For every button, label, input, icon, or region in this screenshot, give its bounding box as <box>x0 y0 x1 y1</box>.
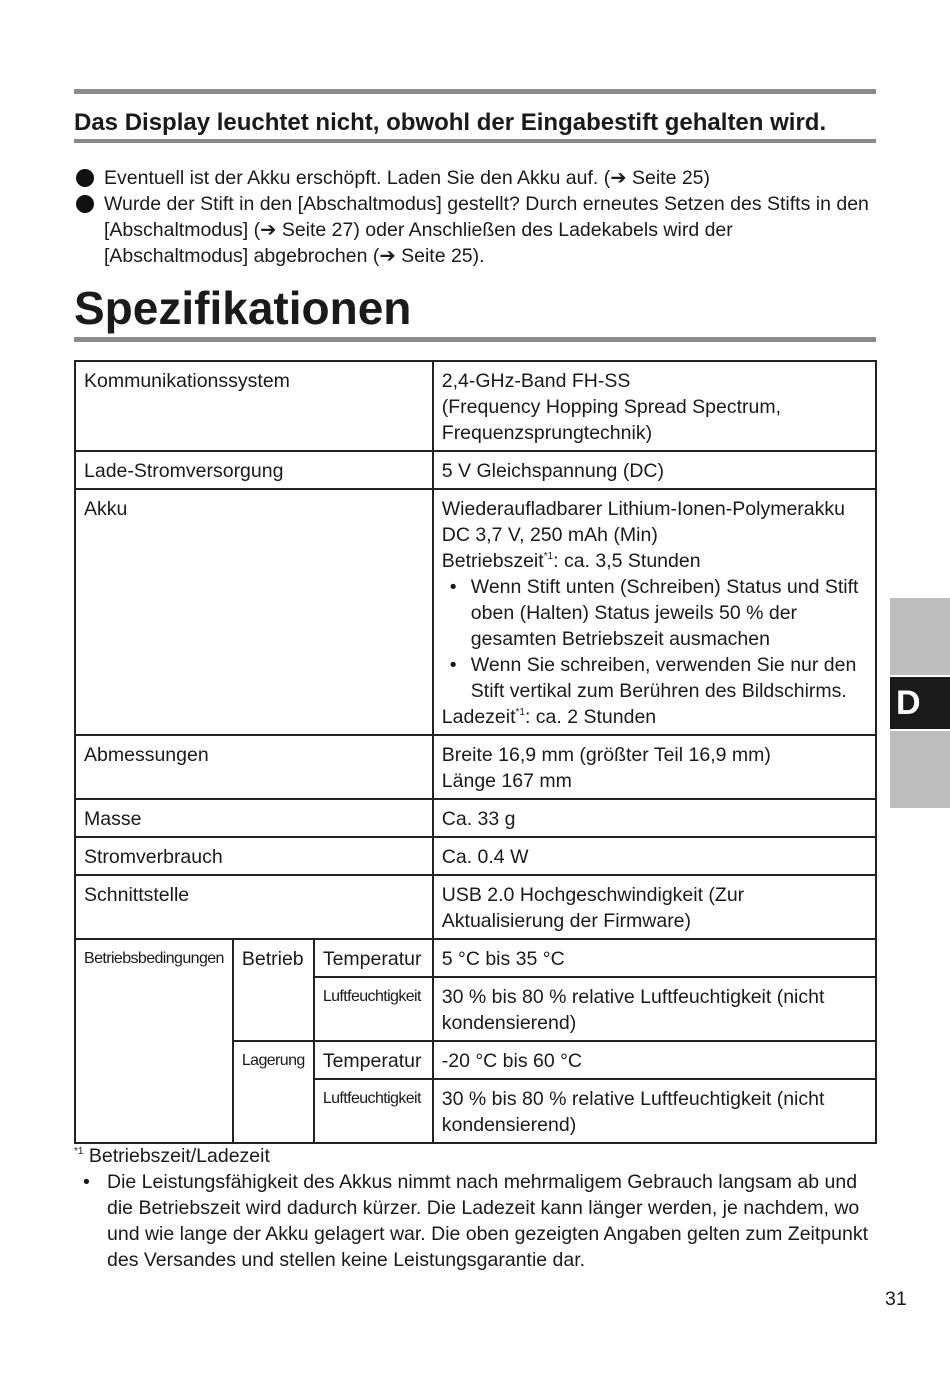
spec-value: Ca. 33 g <box>433 799 876 837</box>
bullet-text: Wurde der Stift in den [Abschaltmodus] gestellt? Durch erneutes Setzen des Stifts in den [Abschaltmodus] (➔ Seite 27) oder Anschließen des Ladekabels wird der [Abschaltmodus] abgebrochen (➔ Seite 25). <box>104 193 869 267</box>
side-tab-upper <box>890 598 950 675</box>
table-row <box>75 799 876 837</box>
spec-value: 5 V Gleichspannung (DC) <box>433 451 876 489</box>
bullet-icon: • <box>449 654 457 676</box>
side-tab-lower <box>890 731 950 808</box>
table-row <box>75 875 876 939</box>
bullet-item <box>74 165 876 191</box>
spec-label: Akku <box>75 489 433 735</box>
spec-label: Stromverbrauch <box>75 837 433 875</box>
spec-value <box>433 361 876 451</box>
spec-table <box>74 360 877 1144</box>
bullet-dot-icon <box>76 195 94 213</box>
table-row <box>75 489 876 735</box>
bullet-list <box>74 165 876 269</box>
sub-bullet-text: Wenn Sie schreiben, verwenden Sie nur den Stift vertikal zum Berühren des Bildschirms. <box>470 654 857 702</box>
temperatur-label: Temperatur <box>314 939 433 977</box>
spec-label: Schnittstelle <box>75 875 433 939</box>
ladezeit-line <box>442 704 867 730</box>
table-row <box>75 939 876 977</box>
spec-label: Masse <box>75 799 433 837</box>
spec-value: -20 °C bis 60 °C <box>433 1041 876 1079</box>
bullet-text: Eventuell ist der Akku erschöpft. Laden Sie den Akku auf. (➔ Seite 25) <box>104 167 711 189</box>
betriebszeit-value: : ca. 3,5 Stunden <box>553 550 701 572</box>
sub-bullet-text: Wenn Stift unten (Schreiben) Status und Stift oben (Halten) Status jeweils 50 % der gesamten Betriebszeit ausmachen <box>470 576 859 650</box>
betriebszeit-label: Betriebszeit <box>441 550 544 572</box>
table-row <box>75 735 876 799</box>
footnote-text: Die Leistungsfähigkeit des Akkus nimmt nach mehrmaligem Gebrauch langsam ab und die Betriebszeit wird dadurch kürzer. Die Ladezeit kann länger werden, je nachdem, wo und wie lange der Akku gelagert war. Die oben gezeigten Angaben gelten zum Zeitpunkt des Versandes und stellen keine Leistungsgarantie dar. <box>107 1171 869 1271</box>
feuchte-label: Luftfeuchtigkeit <box>314 1079 433 1143</box>
table-row <box>75 837 876 875</box>
value-line: (Frequency Hopping Spread Spectrum, <box>441 396 782 418</box>
value-line: Länge 167 mm <box>441 770 572 792</box>
spec-value <box>433 735 876 799</box>
footnote-title: Betriebszeit/Ladezeit <box>88 1145 270 1167</box>
lagerung-label: Lagerung <box>233 1041 314 1143</box>
spec-value: 30 % bis 80 % relative Luftfeuchtigkeit (nicht kondensierend) <box>433 977 876 1041</box>
page-number: 31 <box>885 1288 907 1310</box>
ladezeit-label: Ladezeit <box>441 706 516 728</box>
spec-value: USB 2.0 Hochgeschwindigkeit (Zur Aktualisierung der Firmware) <box>433 875 876 939</box>
conditions-label: Betriebsbedingungen <box>75 939 233 1143</box>
temperatur-label: Temperatur <box>314 1041 433 1079</box>
section-heading: Das Display leuchtet nicht, obwohl der Eingabestift gehalten wird. <box>74 108 876 143</box>
page-title: Spezifikationen <box>74 280 876 342</box>
footnote-bullet <box>74 1169 884 1273</box>
bullet-dot-icon <box>76 169 94 187</box>
footnote-heading <box>74 1143 884 1169</box>
value-line: 2,4-GHz-Band FH-SS <box>441 370 631 392</box>
side-tab-letter: D <box>890 677 950 729</box>
bullet-icon: • <box>83 1171 90 1193</box>
value-line: Breite 16,9 mm (größter Teil 16,9 mm) <box>441 744 771 766</box>
spec-value: 5 °C bis 35 °C <box>433 939 876 977</box>
bullet-icon: • <box>449 576 457 598</box>
top-rule <box>74 89 876 94</box>
spec-value <box>433 489 876 735</box>
value-line: Frequenzsprungtechnik) <box>441 422 653 444</box>
footnote-marker: *1 <box>74 1146 84 1157</box>
table-row <box>75 451 876 489</box>
spec-label: Abmessungen <box>75 735 433 799</box>
betrieb-label: Betrieb <box>233 939 314 1041</box>
value-line: Wiederaufladbarer Lithium-Ionen-Polymerakku <box>441 498 845 520</box>
spec-value: 30 % bis 80 % relative Luftfeuchtigkeit (nicht kondensierend) <box>433 1079 876 1143</box>
betriebszeit-line <box>442 548 867 574</box>
sub-bullet <box>442 574 867 652</box>
footnote-marker: *1 <box>515 707 525 718</box>
table-row <box>75 361 876 451</box>
bullet-item <box>74 191 876 269</box>
sub-bullet <box>442 652 867 704</box>
footnote <box>74 1143 884 1273</box>
spec-value: Ca. 0.4 W <box>433 837 876 875</box>
ladezeit-value: : ca. 2 Stunden <box>524 706 657 728</box>
feuchte-label: Luftfeuchtigkeit <box>314 977 433 1041</box>
spec-label: Kommunikationssystem <box>75 361 433 451</box>
value-line: DC 3,7 V, 250 mAh (Min) <box>441 524 658 546</box>
spec-label: Lade-Stromversorgung <box>75 451 433 489</box>
footnote-marker: *1 <box>543 551 554 562</box>
